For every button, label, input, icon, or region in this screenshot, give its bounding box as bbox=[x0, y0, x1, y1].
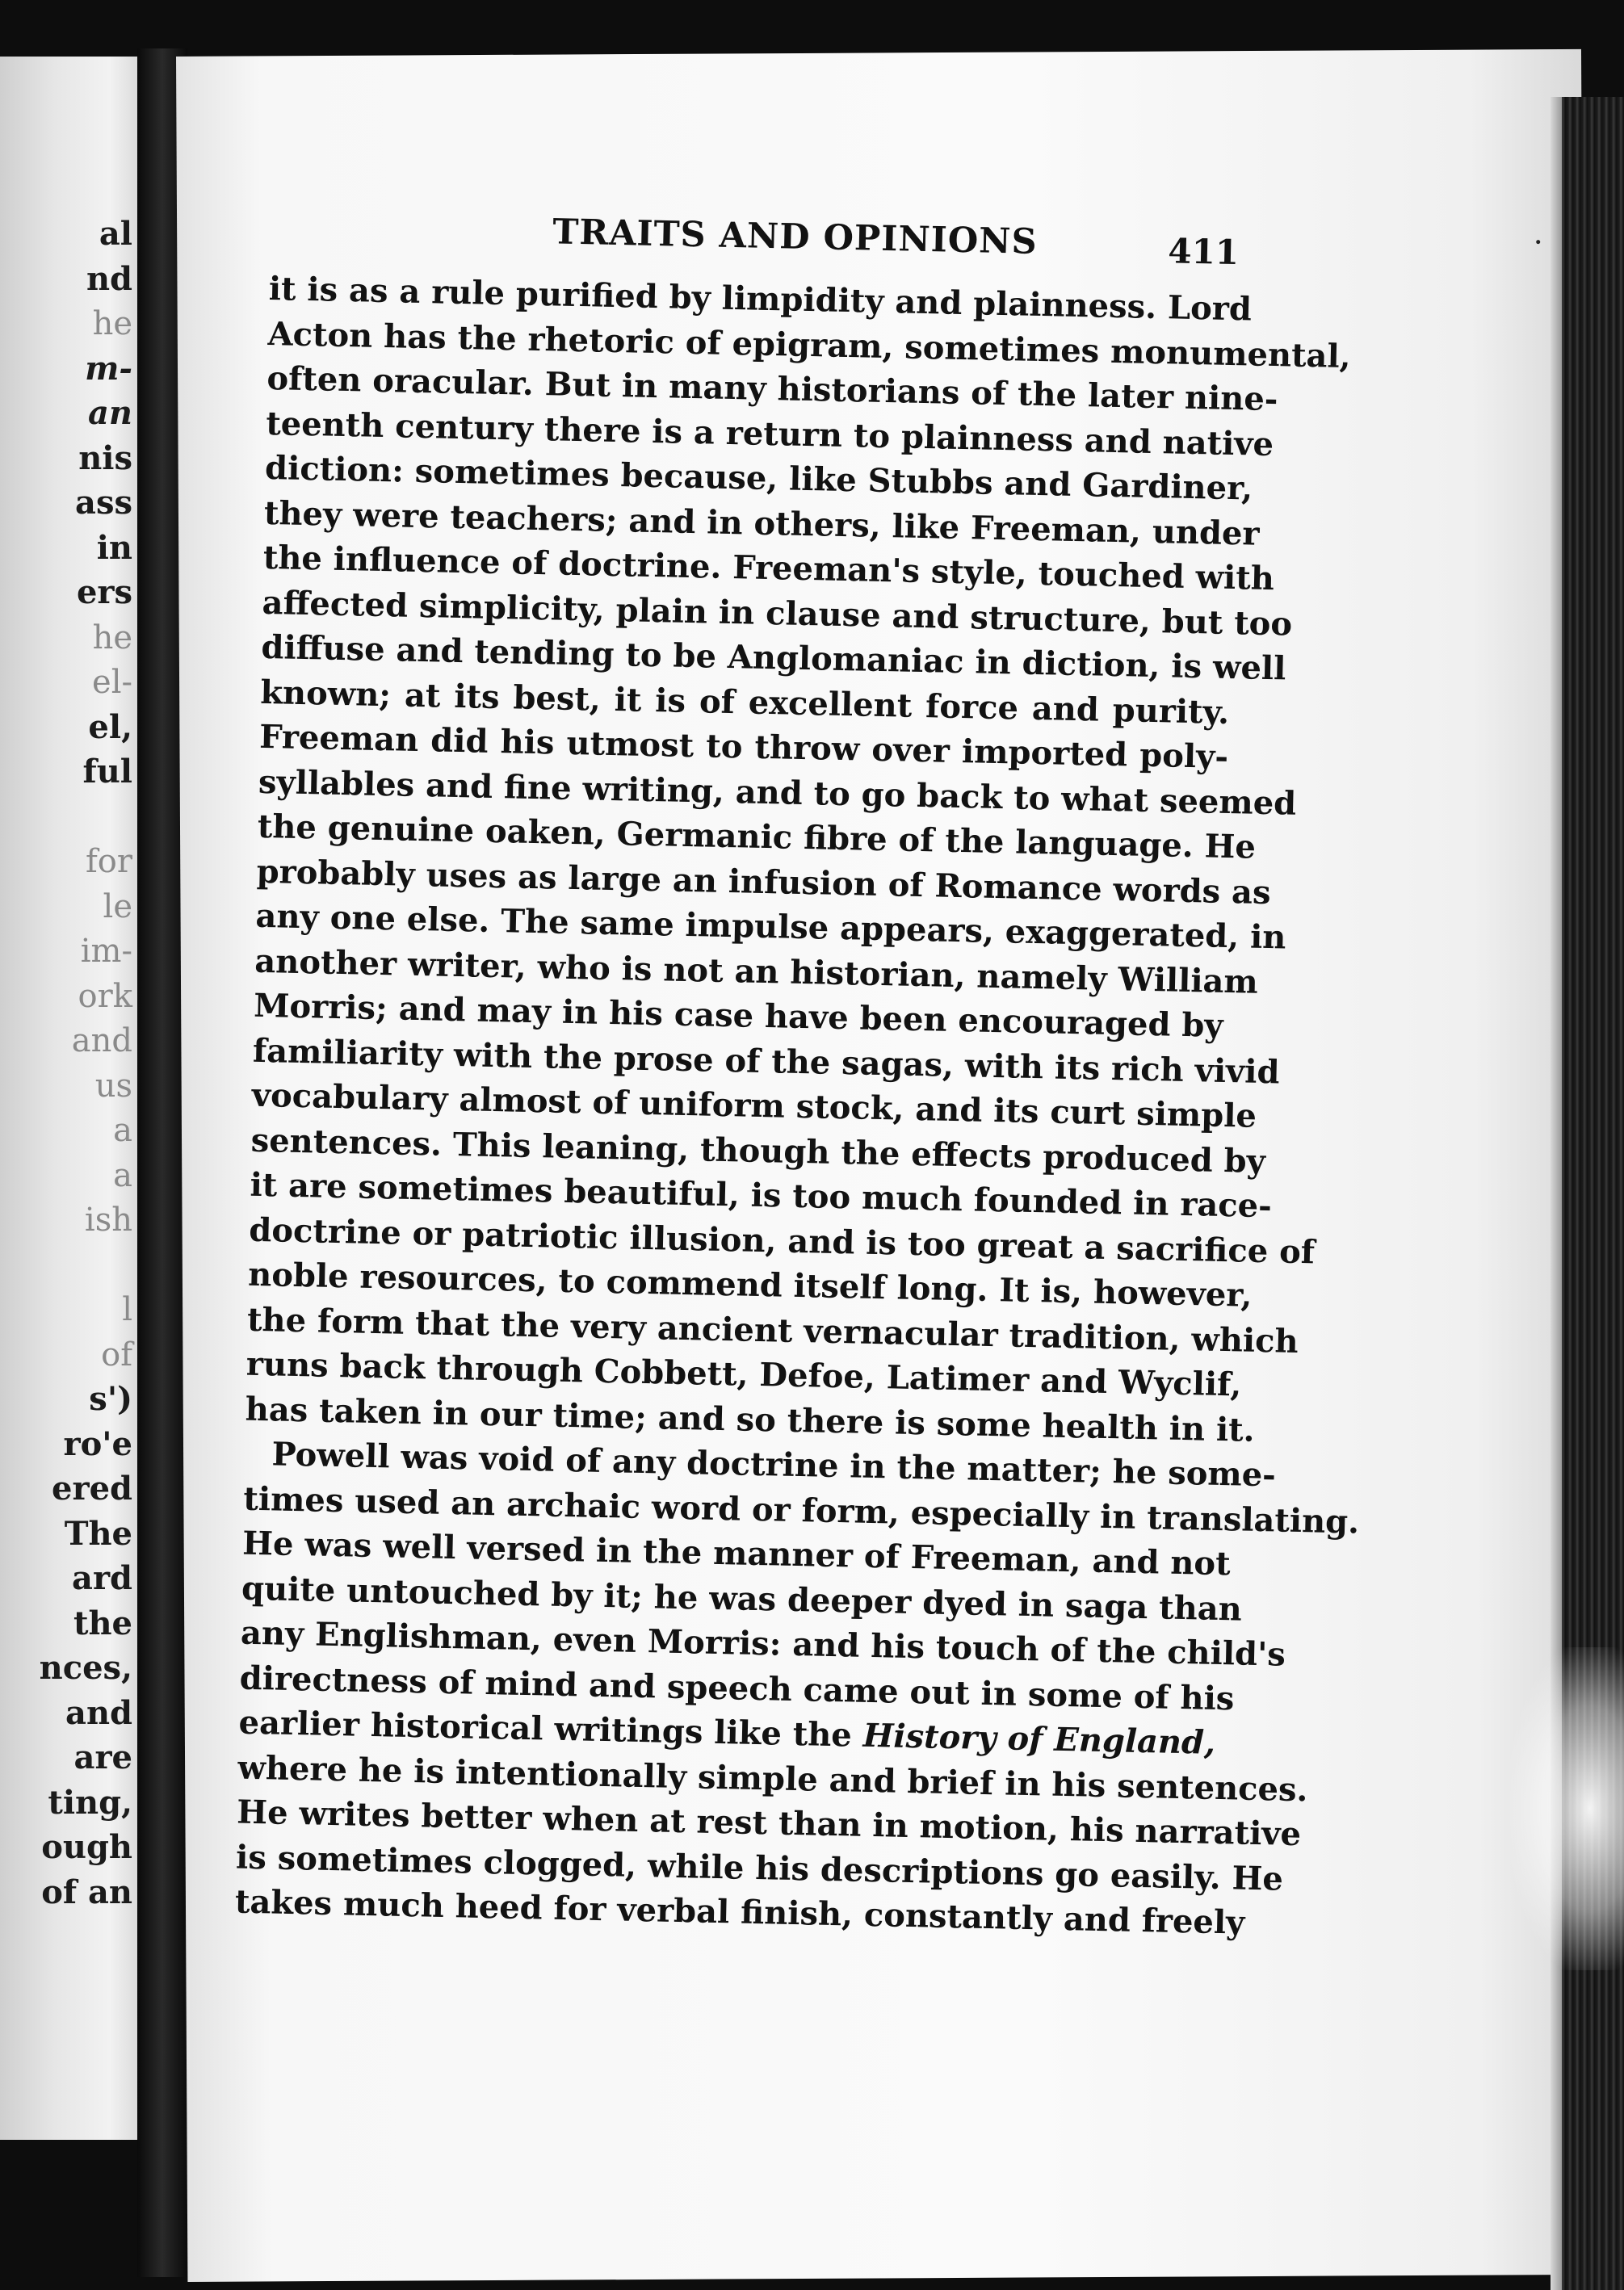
left-page-fragment: and bbox=[71, 1022, 132, 1059]
left-page-fragment: a bbox=[113, 1156, 132, 1194]
left-page-fragment: are bbox=[73, 1738, 132, 1776]
text-segment: earlier historical writings like the bbox=[238, 1703, 864, 1755]
paragraph-1 bbox=[245, 266, 1352, 1452]
text-line: another writer, who is not an historian, namely William bbox=[254, 942, 1259, 1001]
text-line: affected simplicity, plain in clause and structure, but too bbox=[262, 583, 1293, 644]
paragraph-2 bbox=[234, 1432, 1360, 1944]
text-line: they were teachers; and in others, like Freeman, under bbox=[263, 493, 1260, 553]
left-page-fragment: he bbox=[92, 305, 132, 342]
running-title: TRAITS AND OPINIONS bbox=[552, 212, 1039, 262]
left-page-fragment: ass bbox=[75, 484, 132, 522]
left-page-fragment: nces, bbox=[39, 1649, 132, 1687]
left-page-fragment: nis bbox=[78, 438, 132, 477]
left-page-fragment: nd bbox=[86, 259, 132, 298]
text-line: syllables and fine writing, and to go back to what seemed bbox=[258, 762, 1297, 823]
left-page-fragment: el- bbox=[92, 664, 132, 701]
left-page-fragment: of bbox=[101, 1336, 132, 1374]
speck bbox=[1536, 240, 1540, 244]
left-page-fragment: ered bbox=[52, 1470, 132, 1508]
text-line: familiarity with the prose of the sagas, with its rich vivid bbox=[252, 1031, 1280, 1091]
text-line: diction: sometimes because, like Stubbs and Gardiner, bbox=[264, 448, 1253, 508]
text-line: quite untouched by it; he was deeper dyed in saga than bbox=[241, 1569, 1243, 1629]
left-page-fragment: ough bbox=[41, 1828, 132, 1866]
left-page-fragment: ting, bbox=[48, 1783, 132, 1822]
text-line: it are sometimes beautiful, is too much founded in race- bbox=[250, 1165, 1273, 1226]
left-page-fragment: in bbox=[96, 528, 132, 567]
page-number: 411 bbox=[1167, 231, 1240, 273]
left-page-fragment: The bbox=[64, 1514, 132, 1553]
text-line: is sometimes clogged, while his descriptions go easily. He bbox=[235, 1838, 1284, 1898]
left-page-fragment: ish bbox=[84, 1202, 132, 1239]
text-line: known; at its best, it is of excellent force and purity. bbox=[259, 673, 1230, 732]
text-line: teenth century there is a return to plainness and native bbox=[265, 404, 1274, 463]
left-page-fragment: us bbox=[94, 1067, 132, 1105]
left-page-fragment: and bbox=[65, 1693, 132, 1732]
left-page-fragment: for bbox=[85, 843, 132, 880]
text-line: any one else. The same impulse appears, exaggerated, in bbox=[255, 896, 1286, 957]
text-line: vocabulary almost of uniform stock, and its curt simple bbox=[251, 1076, 1257, 1135]
left-page-fragment: ful bbox=[82, 753, 132, 791]
left-page-fragment: ard bbox=[72, 1559, 132, 1597]
left-page-fragment: le bbox=[103, 887, 132, 925]
text-line: runs back through Cobbett, Defoe, Latimer and Wyclif, bbox=[245, 1344, 1242, 1404]
text-line: probably uses as large an infusion of Romance words as bbox=[256, 852, 1272, 912]
text-line: Powell was void of any doctrine in the matter; he some- bbox=[271, 1435, 1277, 1495]
left-page-fragment: the bbox=[73, 1604, 132, 1642]
book-title-italic: History of England, bbox=[862, 1716, 1216, 1762]
light-glare bbox=[1510, 1647, 1624, 1970]
text-line: where he is intentionally simple and brief in his sentences. bbox=[237, 1748, 1308, 1809]
left-page-fragment: l bbox=[122, 1291, 132, 1328]
text-line: takes much heed for verbal finish, constantly and freely bbox=[234, 1882, 1245, 1942]
text-line: Freeman did his utmost to throw over imported poly- bbox=[258, 717, 1229, 776]
text-line: often oracular. But in many historians of the later nine- bbox=[266, 359, 1278, 419]
left-page-fragment: he bbox=[92, 619, 132, 656]
text-line: doctrine or patriotic illusion, and is too great a sacrifice of bbox=[248, 1210, 1316, 1271]
previous-page-fragment bbox=[0, 57, 137, 2140]
text-line: sentences. This leaning, though the effects produced by bbox=[250, 1121, 1266, 1181]
text-line: diffuse and tending to be Anglomaniac in diction, is well bbox=[261, 627, 1286, 688]
left-page-fragment: ro'e bbox=[63, 1424, 132, 1463]
left-page-fragment: ork bbox=[78, 977, 132, 1015]
text-line: any Englishman, even Morris: and his touch of the child's bbox=[240, 1613, 1286, 1674]
left-page-fragment: ers bbox=[76, 573, 132, 611]
text-line: Morris; and may in his case have been encouraged by bbox=[253, 986, 1224, 1045]
text-line: noble resources, to commend itself long. It is, however, bbox=[247, 1255, 1253, 1315]
text-line: times used an archaic word or form, especially in translating. bbox=[242, 1479, 1360, 1541]
text-line: He was well versed in the manner of Freeman, and not bbox=[241, 1524, 1232, 1583]
text-line: has taken in our time; and so there is some health in it. bbox=[245, 1390, 1256, 1449]
page-text bbox=[234, 206, 1360, 1944]
text-line: He writes better when at rest than in motion, his narrative bbox=[236, 1793, 1302, 1854]
text-line: Acton has the rhetoric of epigram, sometimes monumental, bbox=[267, 314, 1352, 375]
text-line: it is as a rule purified by limpidity and plainness. Lord bbox=[268, 269, 1253, 329]
left-page-fragment: im- bbox=[80, 933, 132, 970]
left-page-fragment: an bbox=[88, 394, 132, 432]
text-line: the form that the very ancient vernacular tradition, which bbox=[246, 1300, 1299, 1361]
left-page-fragment: m- bbox=[85, 349, 132, 388]
left-page-fragment: s') bbox=[89, 1380, 132, 1418]
text-line: directness of mind and speech came out in some of his bbox=[239, 1659, 1235, 1718]
left-page-fragment: al bbox=[99, 215, 132, 253]
left-page-fragment: el, bbox=[88, 707, 132, 746]
left-page-fragment: a bbox=[113, 1112, 132, 1149]
text-line: the influence of doctrine. Freeman's style, touched with bbox=[262, 538, 1275, 598]
left-page-fragment: of an bbox=[41, 1873, 132, 1911]
text-line: the genuine oaken, Germanic fibre of the language. He bbox=[257, 807, 1257, 866]
